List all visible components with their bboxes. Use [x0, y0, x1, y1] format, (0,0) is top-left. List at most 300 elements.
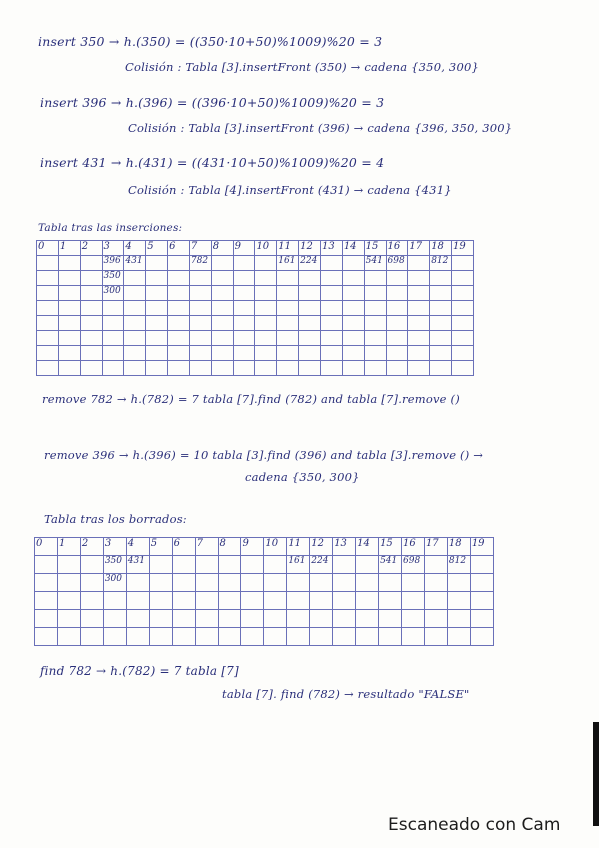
bucket-cell: [342, 271, 364, 286]
bucket-cell: [37, 286, 59, 301]
bucket-cell: [386, 331, 408, 346]
bucket-cell: [333, 628, 356, 646]
bucket-cell: [168, 361, 190, 376]
insert-431-line: insert 431 → h.(431) = ((431·10+50)%1009)%20 = 4: [40, 155, 385, 170]
bucket-cell: [241, 628, 264, 646]
table-row: [35, 574, 494, 592]
bucket-index: 17: [408, 241, 430, 256]
bucket-index: 12: [299, 241, 321, 256]
bucket-cell: [58, 271, 80, 286]
bucket-cell: [320, 361, 342, 376]
bucket-index: 8: [218, 538, 241, 556]
bucket-cell: [364, 271, 386, 286]
bucket-index: 4: [124, 241, 146, 256]
bucket-index: 3: [103, 538, 126, 556]
bucket-cell: [103, 592, 126, 610]
bucket-cell: [37, 331, 59, 346]
bucket-cell: [218, 556, 241, 574]
bucket-cell: 161: [287, 556, 310, 574]
table-row: [35, 592, 494, 610]
bucket-cell: [149, 592, 172, 610]
bucket-cell: [57, 610, 80, 628]
bucket-cell: [211, 316, 233, 331]
bucket-index: 15: [364, 241, 386, 256]
bucket-cell: [146, 301, 168, 316]
bucket-cell: [149, 556, 172, 574]
bucket-index: 19: [470, 538, 493, 556]
bucket-cell: [264, 556, 287, 574]
bucket-index: 1: [57, 538, 80, 556]
bucket-cell: [320, 301, 342, 316]
bucket-cell: 431: [126, 556, 149, 574]
bucket-cell: [168, 271, 190, 286]
bucket-cell: [255, 361, 277, 376]
bucket-cell: 350: [103, 556, 126, 574]
bucket-cell: [241, 610, 264, 628]
bucket-cell: [379, 628, 402, 646]
bucket-cell: [342, 346, 364, 361]
bucket-cell: [189, 331, 211, 346]
bucket-cell: [80, 331, 102, 346]
bucket-index: 10: [264, 538, 287, 556]
collision-431-line: Colisión : Tabla [4].insertFront (431) → cadena {431}: [128, 183, 452, 197]
bucket-cell: [241, 556, 264, 574]
bucket-cell: [57, 574, 80, 592]
bucket-cell: [333, 592, 356, 610]
bucket-cell: [430, 286, 452, 301]
find-result-line: tabla [7]. find (782) → resultado "FALSE": [222, 687, 470, 701]
bucket-cell: [408, 271, 430, 286]
bucket-cell: [386, 346, 408, 361]
bucket-cell: 224: [299, 256, 321, 271]
bucket-cell: [277, 361, 299, 376]
bucket-cell: [35, 610, 58, 628]
bucket-cell: 698: [386, 256, 408, 271]
bucket-cell: [333, 610, 356, 628]
bucket-cell: [233, 286, 255, 301]
bucket-cell: [146, 361, 168, 376]
bucket-cell: [408, 331, 430, 346]
bucket-cell: [320, 346, 342, 361]
bucket-cell: [424, 574, 447, 592]
bucket-cell: [320, 271, 342, 286]
scanner-watermark: Escaneado con Cam: [388, 815, 561, 835]
bucket-cell: [452, 361, 474, 376]
bucket-cell: [146, 256, 168, 271]
bucket-index: 12: [310, 538, 333, 556]
hash-table-after-inserts: [36, 240, 474, 376]
table-row: [37, 301, 474, 316]
bucket-cell: [364, 331, 386, 346]
bucket-cell: [189, 346, 211, 361]
bucket-cell: [277, 301, 299, 316]
bucket-index: 2: [80, 241, 102, 256]
bucket-index: 1: [58, 241, 80, 256]
bucket-cell: [37, 361, 59, 376]
bucket-cell: [126, 628, 149, 646]
bucket-cell: [58, 286, 80, 301]
bucket-cell: [218, 628, 241, 646]
bucket-index: 4: [126, 538, 149, 556]
bucket-cell: [408, 286, 430, 301]
bucket-cell: [364, 316, 386, 331]
bucket-cell: [102, 331, 124, 346]
bucket-cell: [80, 301, 102, 316]
bucket-index: 10: [255, 241, 277, 256]
bucket-cell: [80, 610, 103, 628]
bucket-cell: [430, 316, 452, 331]
bucket-cell: [277, 271, 299, 286]
bucket-cell: [102, 316, 124, 331]
bucket-cell: [402, 574, 425, 592]
find-782-line: find 782 → h.(782) = 7 tabla [7]: [40, 664, 239, 678]
bucket-cell: [80, 346, 102, 361]
bucket-cell: [241, 574, 264, 592]
bucket-cell: [58, 361, 80, 376]
bucket-cell: [356, 592, 379, 610]
bucket-cell: [430, 301, 452, 316]
bucket-cell: [379, 592, 402, 610]
bucket-index: 16: [386, 241, 408, 256]
bucket-cell: [124, 271, 146, 286]
bucket-cell: [211, 331, 233, 346]
bucket-cell: [386, 286, 408, 301]
bucket-cell: [37, 301, 59, 316]
bucket-cell: [211, 346, 233, 361]
table-row: [37, 271, 474, 286]
bucket-cell: [233, 316, 255, 331]
bucket-cell: [408, 316, 430, 331]
remove-396-chain: cadena {350, 300}: [245, 470, 360, 484]
bucket-cell: [424, 556, 447, 574]
bucket-cell: [430, 361, 452, 376]
bucket-cell: [58, 301, 80, 316]
bucket-index: 6: [168, 241, 190, 256]
bucket-index: 14: [356, 538, 379, 556]
bucket-cell: [58, 346, 80, 361]
bucket-cell: [189, 361, 211, 376]
bucket-cell: [447, 610, 470, 628]
bucket-cell: [35, 574, 58, 592]
bucket-cell: [168, 301, 190, 316]
table-row: [35, 610, 494, 628]
bucket-index: 16: [402, 538, 425, 556]
bucket-cell: [470, 628, 493, 646]
bucket-index: 18: [447, 538, 470, 556]
bucket-cell: [233, 331, 255, 346]
bucket-cell: [211, 361, 233, 376]
bucket-cell: [424, 592, 447, 610]
bucket-cell: [168, 256, 190, 271]
table1-label: Tabla tras las inserciones:: [38, 222, 183, 234]
bucket-cell: 541: [379, 556, 402, 574]
table-row: [37, 286, 474, 301]
bucket-cell: [126, 592, 149, 610]
bucket-cell: [172, 556, 195, 574]
bucket-cell: [37, 271, 59, 286]
bucket-cell: [255, 256, 277, 271]
bucket-cell: [255, 286, 277, 301]
table-row: [35, 628, 494, 646]
bucket-cell: [299, 316, 321, 331]
bucket-cell: 812: [447, 556, 470, 574]
bucket-cell: [452, 301, 474, 316]
bucket-cell: [264, 610, 287, 628]
bucket-cell: [241, 592, 264, 610]
bucket-cell: [168, 331, 190, 346]
bucket-cell: 698: [402, 556, 425, 574]
bucket-cell: [172, 592, 195, 610]
bucket-cell: [299, 271, 321, 286]
bucket-cell: [277, 316, 299, 331]
bucket-cell: [195, 574, 218, 592]
bucket-cell: 300: [102, 286, 124, 301]
scan-edge: [593, 722, 599, 826]
bucket-cell: [470, 610, 493, 628]
bucket-cell: [386, 301, 408, 316]
bucket-cell: [80, 628, 103, 646]
bucket-cell: [356, 628, 379, 646]
bucket-cell: [80, 256, 102, 271]
bucket-cell: [195, 628, 218, 646]
bucket-cell: [102, 361, 124, 376]
table2-label: Tabla tras los borrados:: [44, 512, 187, 526]
bucket-cell: [37, 256, 59, 271]
bucket-cell: [233, 271, 255, 286]
bucket-cell: [287, 628, 310, 646]
bucket-index: 5: [146, 241, 168, 256]
bucket-cell: [80, 574, 103, 592]
bucket-cell: [356, 574, 379, 592]
bucket-cell: [310, 574, 333, 592]
bucket-cell: [35, 592, 58, 610]
bucket-index: 9: [241, 538, 264, 556]
bucket-cell: [299, 361, 321, 376]
bucket-cell: [424, 610, 447, 628]
bucket-cell: [168, 346, 190, 361]
remove-782-line: remove 782 → h.(782) = 7 tabla [7].find (782) and tabla [7].remove (): [42, 392, 460, 406]
bucket-cell: [430, 346, 452, 361]
bucket-cell: [287, 610, 310, 628]
bucket-cell: [189, 271, 211, 286]
table-row: [37, 331, 474, 346]
bucket-cell: [211, 256, 233, 271]
bucket-cell: [189, 301, 211, 316]
bucket-cell: [255, 346, 277, 361]
insert-396-line: insert 396 → h.(396) = ((396·10+50)%1009)%20 = 3: [40, 95, 385, 110]
bucket-cell: [255, 316, 277, 331]
bucket-cell: [57, 592, 80, 610]
bucket-cell: [452, 286, 474, 301]
bucket-index: 5: [149, 538, 172, 556]
bucket-cell: [149, 610, 172, 628]
bucket-index: 6: [172, 538, 195, 556]
bucket-cell: [452, 271, 474, 286]
bucket-cell: [172, 574, 195, 592]
bucket-cell: 224: [310, 556, 333, 574]
bucket-cell: [80, 316, 102, 331]
bucket-cell: [356, 556, 379, 574]
bucket-index: 14: [342, 241, 364, 256]
collision-396-line: Colisión : Tabla [3].insertFront (396) → cadena {396, 350, 300}: [128, 121, 513, 135]
bucket-cell: [195, 592, 218, 610]
table-row: [37, 316, 474, 331]
bucket-cell: [233, 301, 255, 316]
bucket-cell: [379, 574, 402, 592]
bucket-cell: 396: [102, 256, 124, 271]
bucket-cell: [299, 331, 321, 346]
bucket-cell: [233, 361, 255, 376]
bucket-cell: [364, 361, 386, 376]
bucket-cell: [195, 556, 218, 574]
bucket-cell: [124, 361, 146, 376]
bucket-cell: [233, 256, 255, 271]
bucket-cell: [255, 301, 277, 316]
bucket-cell: [342, 361, 364, 376]
bucket-index: 11: [287, 538, 310, 556]
bucket-cell: [218, 592, 241, 610]
bucket-cell: [146, 271, 168, 286]
bucket-cell: [447, 592, 470, 610]
bucket-cell: [146, 331, 168, 346]
bucket-cell: [264, 574, 287, 592]
bucket-cell: [287, 592, 310, 610]
bucket-cell: [126, 610, 149, 628]
bucket-cell: [149, 574, 172, 592]
bucket-cell: [470, 556, 493, 574]
bucket-cell: [310, 610, 333, 628]
bucket-cell: [320, 286, 342, 301]
bucket-cell: [320, 331, 342, 346]
bucket-cell: [430, 331, 452, 346]
bucket-index: 2: [80, 538, 103, 556]
bucket-cell: [356, 610, 379, 628]
bucket-index: 8: [211, 241, 233, 256]
bucket-cell: 350: [102, 271, 124, 286]
bucket-cell: [124, 346, 146, 361]
bucket-cell: [386, 361, 408, 376]
bucket-cell: [146, 346, 168, 361]
bucket-index: 17: [424, 538, 447, 556]
bucket-cell: [80, 592, 103, 610]
bucket-cell: [408, 346, 430, 361]
bucket-cell: [402, 610, 425, 628]
bucket-cell: [255, 331, 277, 346]
bucket-cell: [320, 256, 342, 271]
bucket-cell: [447, 574, 470, 592]
bucket-cell: [189, 286, 211, 301]
bucket-cell: [126, 574, 149, 592]
bucket-cell: [386, 316, 408, 331]
bucket-cell: [168, 316, 190, 331]
bucket-cell: 541: [364, 256, 386, 271]
bucket-cell: [424, 628, 447, 646]
bucket-index: 13: [333, 538, 356, 556]
bucket-cell: [80, 556, 103, 574]
bucket-cell: [218, 610, 241, 628]
bucket-cell: [264, 628, 287, 646]
bucket-cell: [342, 301, 364, 316]
table-row: [37, 256, 474, 271]
table-row: [37, 361, 474, 376]
bucket-cell: [58, 331, 80, 346]
bucket-cell: [402, 592, 425, 610]
bucket-cell: [333, 556, 356, 574]
bucket-cell: [333, 574, 356, 592]
bucket-cell: [124, 316, 146, 331]
bucket-cell: [364, 346, 386, 361]
bucket-index: 3: [102, 241, 124, 256]
bucket-cell: [452, 346, 474, 361]
bucket-cell: [255, 271, 277, 286]
bucket-cell: [211, 271, 233, 286]
bucket-cell: [124, 301, 146, 316]
bucket-index: 11: [277, 241, 299, 256]
bucket-cell: [408, 256, 430, 271]
bucket-cell: [103, 628, 126, 646]
bucket-cell: [310, 628, 333, 646]
table-row: [37, 346, 474, 361]
bucket-index: 7: [195, 538, 218, 556]
bucket-cell: [386, 271, 408, 286]
bucket-cell: [299, 286, 321, 301]
bucket-cell: [264, 592, 287, 610]
bucket-cell: [124, 331, 146, 346]
bucket-cell: [299, 346, 321, 361]
bucket-cell: [80, 361, 102, 376]
bucket-index: 18: [430, 241, 452, 256]
bucket-cell: [195, 610, 218, 628]
hash-table-after-removals: [34, 537, 494, 646]
table-row: [35, 556, 494, 574]
bucket-cell: [37, 316, 59, 331]
bucket-cell: [102, 346, 124, 361]
bucket-cell: [277, 286, 299, 301]
bucket-cell: [102, 301, 124, 316]
bucket-cell: [452, 331, 474, 346]
bucket-index: 13: [320, 241, 342, 256]
bucket-cell: [470, 574, 493, 592]
insert-350-line: insert 350 → h.(350) = ((350·10+50)%1009)%20 = 3: [38, 34, 383, 49]
bucket-cell: [342, 331, 364, 346]
bucket-cell: [470, 592, 493, 610]
bucket-cell: [310, 592, 333, 610]
bucket-index: 19: [452, 241, 474, 256]
bucket-cell: [287, 574, 310, 592]
bucket-cell: [37, 346, 59, 361]
bucket-cell: [277, 346, 299, 361]
table-header-row: [37, 241, 474, 256]
bucket-index: 7: [189, 241, 211, 256]
bucket-cell: [172, 610, 195, 628]
bucket-cell: [342, 286, 364, 301]
bucket-cell: [452, 256, 474, 271]
bucket-cell: [452, 316, 474, 331]
bucket-index: 9: [233, 241, 255, 256]
bucket-index: 0: [37, 241, 59, 256]
bucket-cell: [57, 628, 80, 646]
bucket-cell: [189, 316, 211, 331]
bucket-cell: 300: [103, 574, 126, 592]
bucket-cell: [211, 286, 233, 301]
bucket-cell: [364, 286, 386, 301]
bucket-cell: 161: [277, 256, 299, 271]
bucket-cell: [379, 610, 402, 628]
bucket-cell: [402, 628, 425, 646]
bucket-cell: [58, 316, 80, 331]
bucket-cell: [146, 286, 168, 301]
bucket-cell: [80, 286, 102, 301]
